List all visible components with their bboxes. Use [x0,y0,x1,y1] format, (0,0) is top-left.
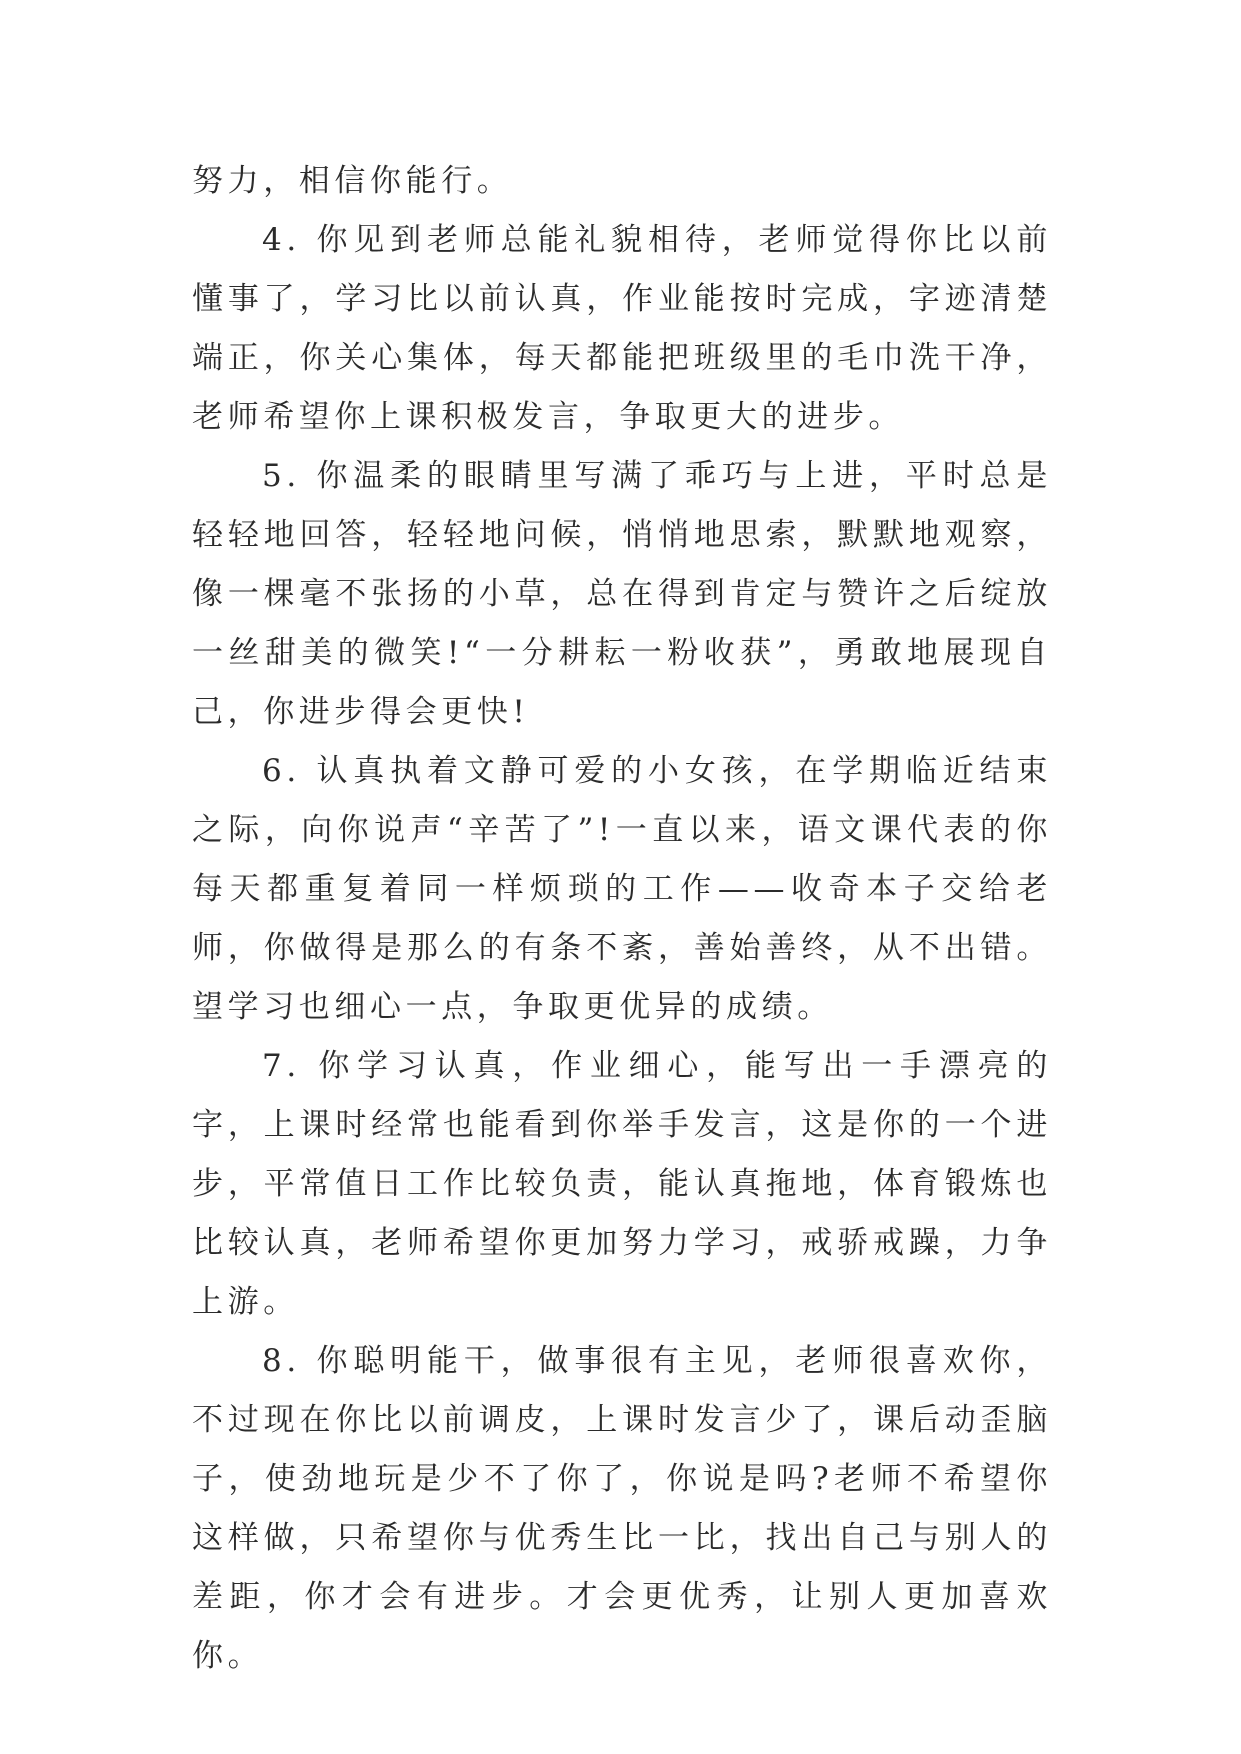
paragraph-item-8: 8. 你聪明能干，做事很有主见，老师很喜欢你，不过现在你比以前调皮，上课时发言少了，课后动歪脑子，使劲地玩是少不了你了，你说是吗?老师不希望你这样做，只希望你与优秀生比一比，找出自己与别人的差距，你才会有进步。才会更优秀，让别人更加喜欢你。 [192,1343,1052,1674]
document-body [192,152,1052,1686]
paragraph-item-5: 5. 你温柔的眼睛里写满了乖巧与上进，平时总是轻轻地回答，轻轻地问候，悄悄地思索，默默地观察，像一棵毫不张扬的小草，总在得到肯定与赞许之后绽放一丝甜美的微笑!“一分耕耘一粉收获”，勇敢地展现自己，你进步得会更快! [192,458,1052,730]
paragraph-item-6: 6. 认真执着文静可爱的小女孩，在学期临近结束之际，向你说声“辛苦了”!一直以来，语文课代表的你每天都重复着同一样烦琐的工作——收奇本子交给老师，你做得是那么的有条不紊，善始善终，从不出错。望学习也细心一点，争取更优异的成绩。 [192,753,1052,1025]
paragraph-item-4: 4. 你见到老师总能礼貌相待，老师觉得你比以前懂事了，学习比以前认真，作业能按时完成，字迹清楚端正，你关心集体，每天都能把班级里的毛巾洗干净，老师希望你上课积极发言，争取更大的进步。 [192,222,1052,435]
paragraph-continuation: 努力，相信你能行。 [192,163,513,199]
paragraph-item-7: 7. 你学习认真，作业细心，能写出一手漂亮的字，上课时经常也能看到你举手发言，这是你的一个进步，平常值日工作比较负责，能认真拖地，体育锻炼也比较认真，老师希望你更加努力学习，戒骄戒躁，力争上游。 [192,1048,1052,1320]
